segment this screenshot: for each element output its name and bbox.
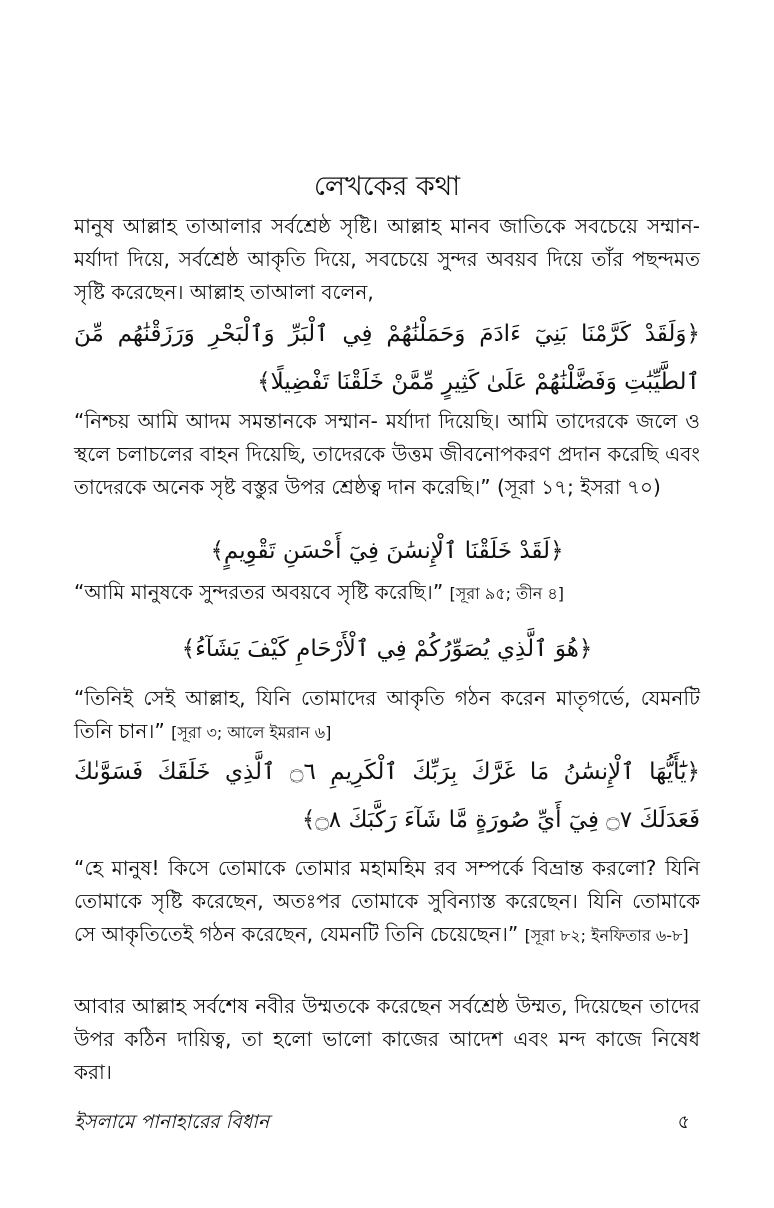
translation-tin-4 [74,576,700,610]
page-footer [74,1108,700,1138]
translation-text: “হে মানুষ! কিসে তোমাকে তোমার মহামহিম রব সম্পর্কে বিভ্রান্ত করলো? যিনি তোমাকে সৃষ্টি করেছেন, অতঃপর তোমাকে সুবিন্যাস্ত করেছেন। যিনি তোমাকে সে আকৃতিতেই গঠন করেছেন, যেমনটি তিনি চেয়েছেন।” [74,856,700,946]
translation-text: “তিনিই সেই আল্লাহ, যিনি তোমাদের আকৃতি গঠন করেন মাতৃগর্ভে, যেমনটি তিনি চান।” [74,686,700,743]
translation-isra-70: “নিশ্চয় আমি আদম সমন্তানকে সম্মান- মর্যাদা দিয়েছি। আমি তাদেরকে জলে ও স্থলে চলাচলের বাহন দিয়েছি, তাদেরকে উত্তম জীবনোপকরণ প্রদান করেছি এবং তাদেরকে অনেক সৃষ্ট বস্তুর উপর শ্রেষ্ঠত্ব দান করেছি।” (সূরা ১৭; ইসরা ৭০) [74,409,700,499]
page-number: ৫ [677,1111,690,1133]
closing-paragraph: আবার আল্লাহ সর্বশেষ নবীর উম্মতকে করেছেন সর্বশ্রেষ্ঠ উম্মত, দিয়েছেন তাদের উপর কঠিন দায়িত্ব, তা হলো ভালো কাজের আদেশ এবং মন্দ কাজে নিষেধ করা। [74,994,700,1084]
reference: [সূরা ৯৫; তীন ৪] [449,584,564,603]
ayah-imran-6: ﴿هُوَ ٱلَّذِي يُصَوِّرُكُمْ فِي ٱلْأَرْحَامِ كَيْفَ يَشَآءُ﴾ [181,636,593,662]
translation-text: “আমি মানুষকে সুন্দরতর অবয়বে সৃষ্টি করেছি।” [74,580,444,604]
translation-imran-6 [74,682,700,749]
translation-infitar-6-8 [74,852,700,952]
ayah-tin-4: ﴿لَقَدْ خَلَقْنَا ٱلْإِنسَٰنَ فِيٓ أَحْسَنِ تَقْوِيمٍ﴾ [210,538,564,564]
intro-paragraph: মানুষ আল্লাহ তাআলার সর্বশ্রেষ্ঠ সৃষ্টি। আল্লাহ মানব জাতিকে সবচেয়ে সম্মান-মর্যাদা দিয়ে, সর্বশ্রেষ্ঠ আকৃতি দিয়ে, সবচেয়ে সুন্দর অবয়ব দিয়ে তাঁর পছন্দমত সৃষ্টি করেছেন। আল্লাহ তাআলা বলেন, [74,214,700,304]
reference: [সূরা ৮২; ইনফিতার ৬-৮] [524,926,689,945]
book-title: ইসলামে পানাহারের বিধান [74,1111,270,1133]
book-page [74,0,700,1208]
page-title: লেখকের কথা [313,171,461,202]
ayah-isra-70: ﴿وَلَقَدْ كَرَّمْنَا بَنِيٓ ءَادَمَ وَحَمَلْنَٰهُمْ فِي ٱلْبَرِّ وَٱلْبَحْرِ وَرَزَقْنَٰهُم مِّنَ ٱلطَّيِّبَٰتِ وَفَضَّلْنَٰهُمْ عَلَىٰ كَثِيرٍ مِّمَّنْ خَلَقْنَا تَفْضِيلًا﴾ [74,321,700,395]
reference: [সূরা ৩; আলে ইমরান ৬] [171,723,332,742]
ayah-infitar-6-8: ﴿يَٰٓأَيُّهَا ٱلْإِنسَٰنُ مَا غَرَّكَ بِرَبِّكَ ٱلْكَرِيمِ ۝٦ ٱلَّذِي خَلَقَكَ فَسَوَّىٰكَ فَعَدَلَكَ ۝٧ فِيٓ أَيِّ صُورَةٍ مَّا شَآءَ رَكَّبَكَ ۝٨﴾ [74,759,700,833]
